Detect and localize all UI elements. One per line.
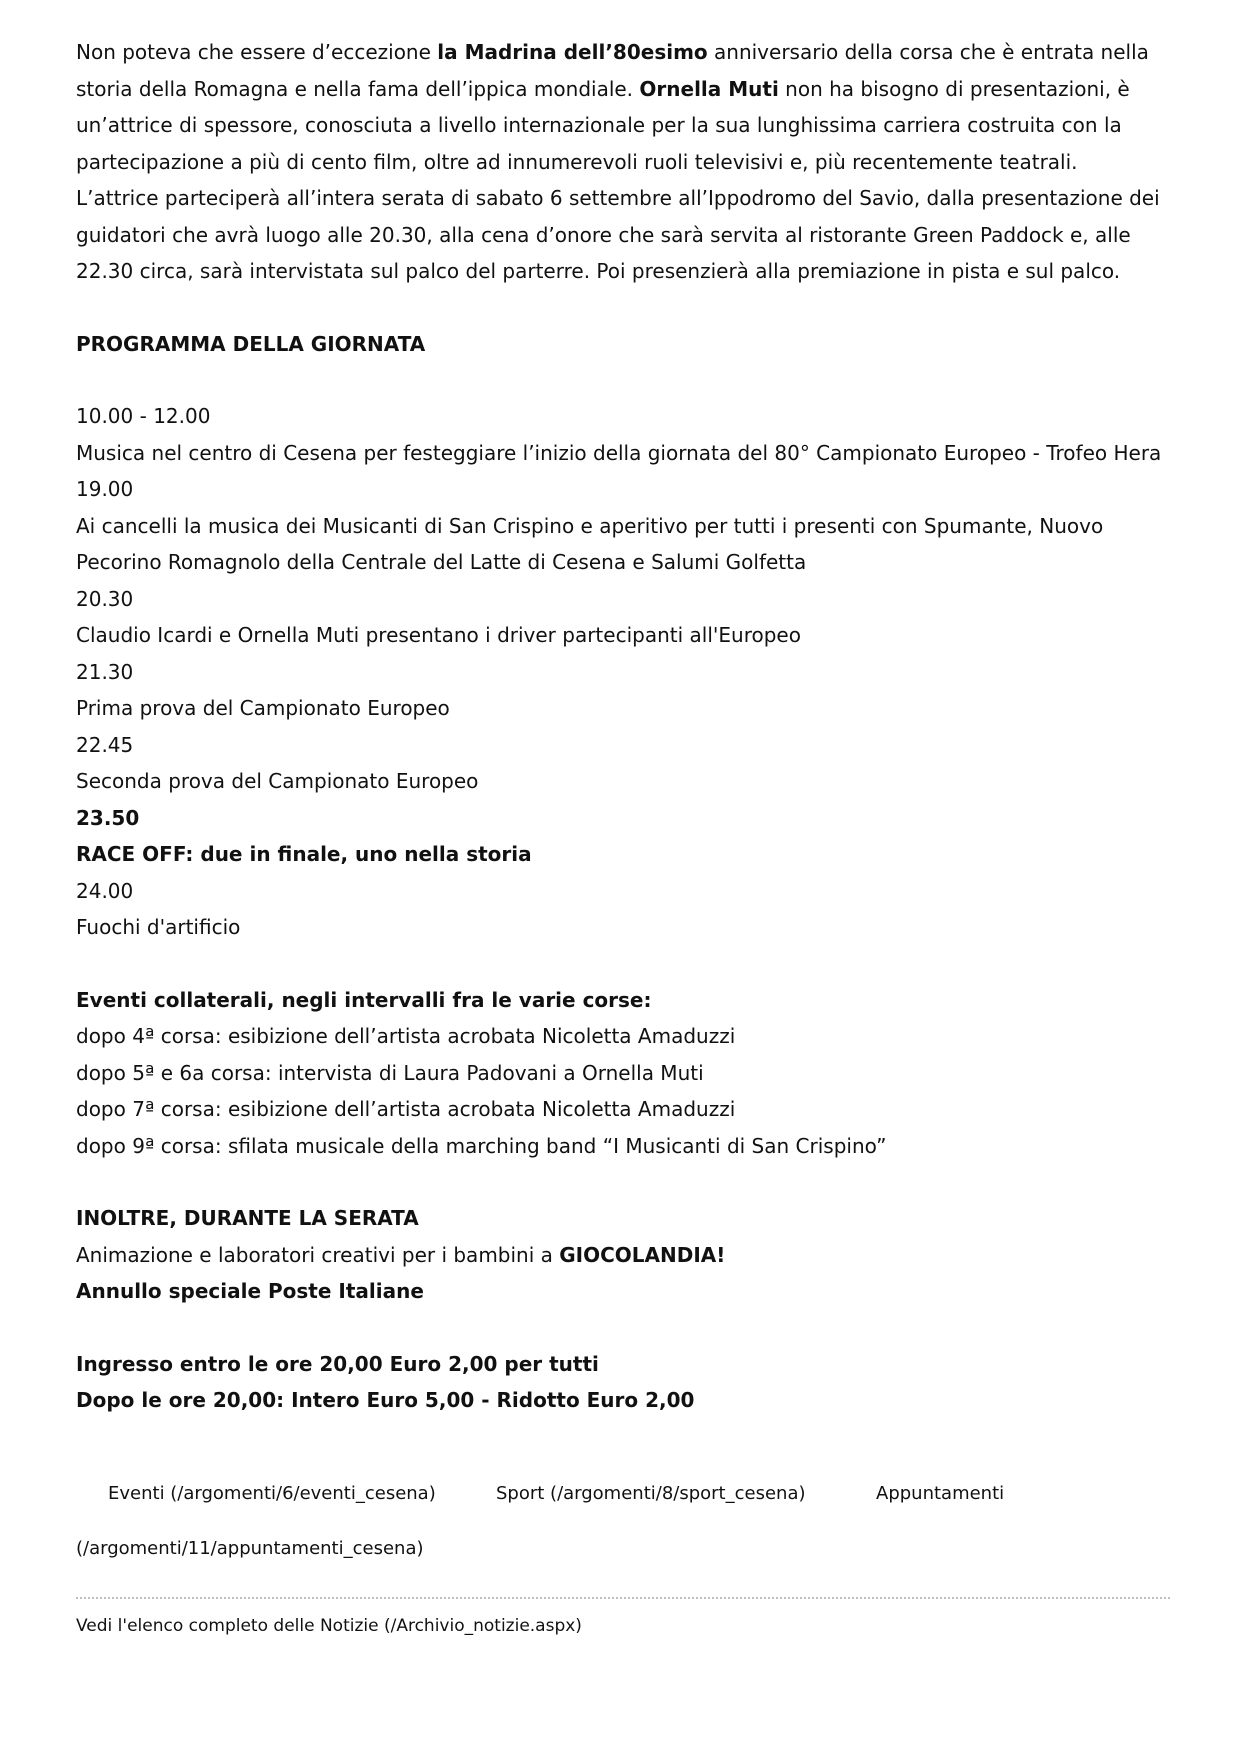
madrina-highlight: la Madrina dell’80esimo [437, 40, 708, 64]
tag-sport-link[interactable]: Sport (/argomenti/8/sport_cesena) [496, 1483, 806, 1504]
program-desc: Ai cancelli la musica dei Musicanti di San Crispino e aperitivo per tutti i presenti con Spumante, Nuovo Pecorino Romagnolo della Centrale del Latte di Cesena e Salumi Golfetta [76, 513, 1104, 574]
program-list [76, 398, 1176, 946]
article-body [76, 34, 1176, 1419]
collateral-item: dopo 9ª corsa: sfilata musicale della marching band “I Musicanti di San Crispino” [76, 1133, 887, 1158]
program-time: 22.45 [76, 732, 134, 757]
collateral-item: dopo 7ª corsa: esibizione dell’artista acrobata Nicoletta Amaduzzi [76, 1097, 736, 1121]
ticket-line-2: Dopo le ore 20,00: Intero Euro 5,00 - Ridotto Euro 2,00 [76, 1388, 695, 1412]
program-time: 20.30 [76, 586, 134, 611]
collateral-item: dopo 5ª e 6a corsa: intervista di Laura Padovani a Ornella Muti [76, 1060, 704, 1085]
program-time: 21.30 [76, 659, 134, 684]
collateral-item: dopo 4ª corsa: esibizione dell’artista acrobata Nicoletta Amaduzzi [76, 1024, 736, 1048]
program-time: 19.00 [76, 477, 134, 501]
divider [76, 1597, 1170, 1599]
evening-line-1 [76, 1237, 1176, 1274]
evening-line-2: Annullo speciale Poste Italiane [76, 1279, 424, 1303]
ticket-line-1: Ingresso entro le ore 20,00 Euro 2,00 per tutti [76, 1351, 599, 1376]
program-time: 10.00 - 12.00 [76, 404, 211, 428]
giocolandia-highlight: GIOCOLANDIA! [559, 1242, 726, 1267]
program-desc: Prima prova del Campionato Europeo [76, 696, 450, 720]
evening-text: Animazione e laboratori creativi per i bambini a [76, 1242, 560, 1267]
program-heading: PROGRAMMA DELLA GIORNATA [76, 331, 426, 356]
tag-appuntamenti-url[interactable]: (/argomenti/11/appuntamenti_cesena) [76, 1538, 424, 1559]
program-desc: Musica nel centro di Cesena per festeggiare l’inizio della giornata del 80° Campionato Europeo - Trofeo Hera [76, 440, 1162, 465]
program-time: 24.00 [76, 878, 134, 903]
tag-eventi-link[interactable]: Eventi (/argomenti/6/eventi_cesena) [108, 1483, 436, 1504]
intro-text: non ha bisogno di presentazioni, è un’attrice di spessore, conosciuta a livello internazionale per la sua lunghissima carriera costruita con la partecipazione a più di cento film, oltre ad innumerevoli ruoli televisivi e, più recentemente teatrali. [76, 76, 1130, 174]
ornella-muti-highlight: Ornella Muti [639, 76, 779, 101]
program-desc: Seconda prova del Campionato Europeo [76, 769, 479, 793]
collateral-list [76, 1018, 1176, 1164]
program-desc: RACE OFF: due in finale, uno nella storia [76, 842, 532, 866]
collateral-heading: Eventi collaterali, negli intervalli fra le varie corse: [76, 987, 652, 1012]
intro-text: anniversario della corsa che è entrata nella storia della Romagna e nella fama dell’ippica mondiale. [76, 40, 1149, 101]
intro-text: Non poteva che essere d’eccezione [76, 40, 438, 64]
program-desc: Fuochi d'artificio [76, 915, 241, 939]
archive-link[interactable]: Vedi l'elenco completo delle Notizie (/Archivio_notizie.aspx) [76, 1616, 582, 1636]
tags-section [76, 1483, 1176, 1559]
program-time: 23.50 [76, 805, 140, 830]
intro-paragraph-2: L’attrice parteciperà all’intera serata di sabato 6 settembre all’Ippodromo del Savio, dalla presentazione dei guidatori che avrà luogo alle 20.30, alla cena d’onore che sarà servita al ristorante Green Paddock e, alle 22.30 circa, sarà intervistata sul palco del parterre. Poi presenzierà alla premiazione in pista e sul palco. [76, 186, 1160, 283]
program-desc: Claudio Icardi e Ornella Muti presentano i driver partecipanti all'Europeo [76, 623, 801, 647]
tag-appuntamenti-link[interactable]: Appuntamenti [876, 1483, 1005, 1504]
evening-heading: INOLTRE, DURANTE LA SERATA [76, 1206, 419, 1230]
intro-paragraph-1 [76, 34, 1176, 180]
